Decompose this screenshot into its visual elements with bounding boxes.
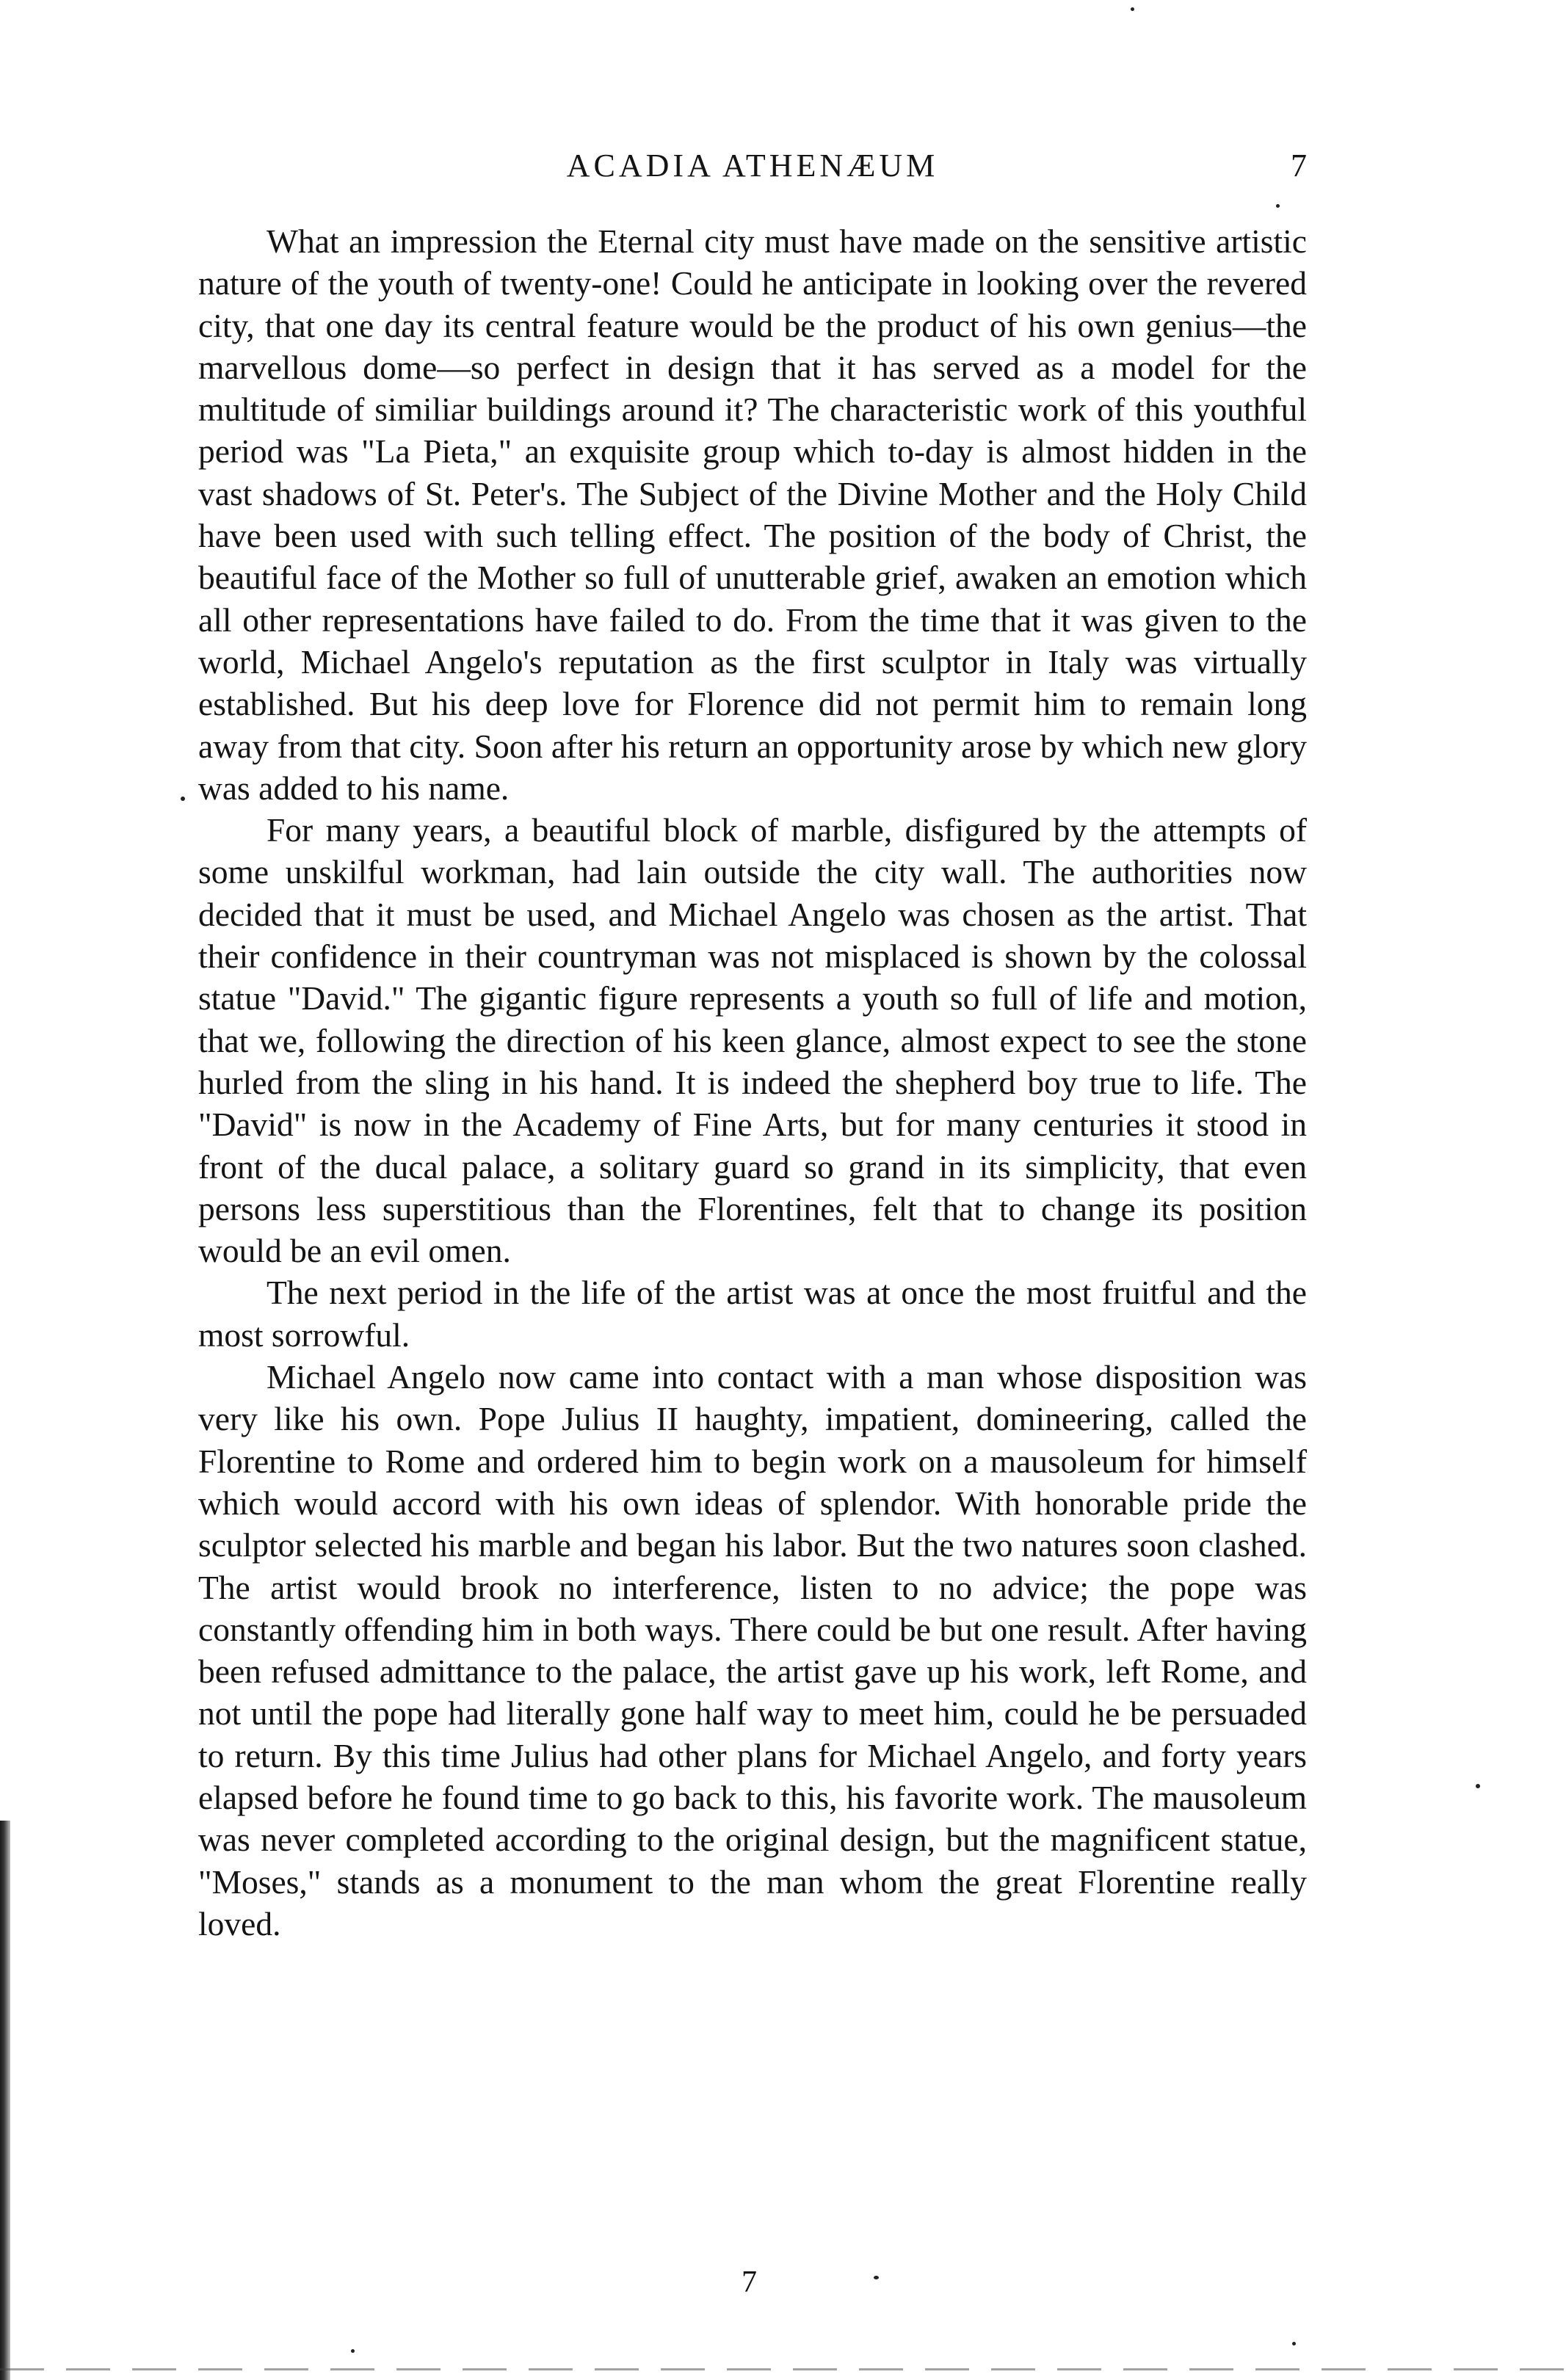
paragraph-4: Michael Angelo now came into contact with a man whose disposition was very like his own. Pope Julius II haughty, impatient, domineering, called the Florentine to Rome and ordered him to begin work on a mausoleum for himself which would accord with his own ideas of splendor. With honorable pride the sculptor selected his marble and began his labor. But the two natures soon clashed. The artist would brook no interference, listen to no advice; the pope was constantly offending him in both ways. There could be but one result. After having been refused admittance to the palace, the artist gave up his work, left Rome, and not until the pope had literally gone half way to meet him, could he be persuaded to return. By this time Julius had other plans for Michael Angelo, and forty years elapsed before he found time to go back to this, his favorite work. The mausoleum was never completed according to the original design, but the magnificent statue, "Moses," stands as a monument to the man whom the great Florentine really loved. <box>198 1358 1307 1942</box>
scan-speck <box>874 2276 879 2279</box>
scan-edge-shadow <box>0 1821 10 2380</box>
paragraph-2: For many years, a beautiful block of marble, disfigured by the attempts of some unskilful workman, had lain outside the city wall. The authorities now decided that it must be used, and Michael Angelo was chosen as the artist. That their confidence in their countryman was not misplaced is shown by the colossal statue "David." The gigantic figure represents a youth so full of life and motion, that we, following the direction of his keen glance, almost expect to see the stone hurled from the sling in his hand. It is indeed the shepherd boy true to life. The "David" is now in the Academy of Fine Arts, but for many centuries it stood in front of the ducal palace, a solitary guard so grand in its simplicity, that even persons less superstitious than the Florentines, felt that to change its position would be an evil omen. <box>198 811 1307 1270</box>
article-body <box>198 220 1307 1945</box>
paragraph-1: What an impression the Eternal city must have made on the sensitive artistic nature of the youth of twenty-one! Could he anticipate in looking over the revered city, that one day its central feature would be the product of his own genius—the marvellous dome—so perfect in design that it has served as a model for the multitude of similiar buildings around it? The characteristic work of this youthful period was "La Pieta," an exquisite group which to-day is almost hidden in the vast shadows of St. Peter's. The Subject of the Divine Mother and the Holy Child have been used with such telling effect. The position of the body of Christ, the beautiful face of the Mother so full of unutterable grief, awaken an emotion which all other representations have failed to do. From the time that it was given to the world, Michael Angelo's reputation as the first sculptor in Italy was virtually established. But his deep love for Florence did not permit him to remain long away from that city. Soon after his return an opportunity arose by which new glory was added to his name. <box>198 222 1307 807</box>
scan-speck <box>181 797 185 801</box>
page-number-bottom: 7 <box>742 2265 757 2299</box>
scan-bottom-artifact <box>0 2368 1566 2370</box>
scan-speck <box>1276 204 1280 208</box>
scan-speck <box>1131 7 1134 11</box>
page-number-top: 7 <box>1291 148 1307 184</box>
scan-speck <box>1476 1784 1480 1788</box>
scan-speck <box>351 2349 355 2353</box>
paragraph-3: The next period in the life of the artist was at once the most fruitful and the most sorrowful. <box>198 1274 1307 1354</box>
running-title: ACADIA ATHENÆUM <box>566 148 939 184</box>
scan-speck <box>1292 2342 1296 2345</box>
page-header <box>198 147 1307 198</box>
